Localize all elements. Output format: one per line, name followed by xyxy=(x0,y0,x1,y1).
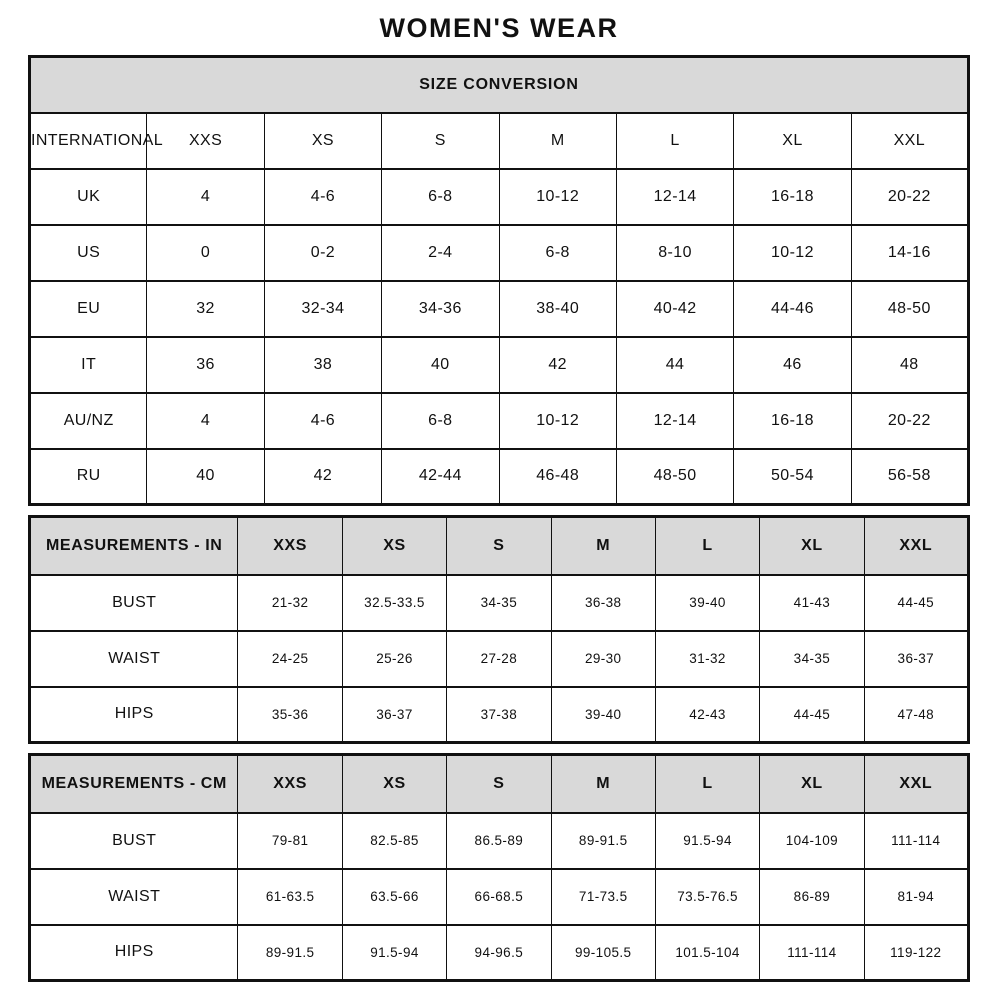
table-row xyxy=(30,393,969,449)
row-label: WAIST xyxy=(30,869,238,925)
data-cell: 81-94 xyxy=(864,869,968,925)
data-cell: 0-2 xyxy=(264,225,381,281)
row-label: EU xyxy=(30,281,147,337)
data-cell: 48 xyxy=(851,337,968,393)
data-cell: 39-40 xyxy=(655,575,759,631)
column-header: M xyxy=(499,113,616,169)
data-cell: 12-14 xyxy=(616,169,733,225)
table-row xyxy=(30,813,969,869)
data-cell: 36-37 xyxy=(864,631,968,687)
data-cell: 16-18 xyxy=(734,169,851,225)
data-cell: 111-114 xyxy=(760,925,864,981)
column-header: XL xyxy=(734,113,851,169)
row-label: UK xyxy=(30,169,147,225)
data-cell: 39-40 xyxy=(551,687,655,743)
data-cell: 111-114 xyxy=(864,813,968,869)
data-cell: 31-32 xyxy=(655,631,759,687)
row-label: BUST xyxy=(30,813,238,869)
header-row xyxy=(30,517,969,575)
page-title: WOMEN'S WEAR xyxy=(379,13,619,43)
table-row xyxy=(30,225,969,281)
data-cell: 42 xyxy=(499,337,616,393)
table-row xyxy=(30,337,969,393)
data-cell: 48-50 xyxy=(851,281,968,337)
column-header: M xyxy=(551,755,655,813)
column-header: XL xyxy=(760,517,864,575)
data-cell: 42 xyxy=(264,449,381,505)
data-cell: 82.5-85 xyxy=(342,813,446,869)
column-header: XS xyxy=(342,517,446,575)
data-cell: 46 xyxy=(734,337,851,393)
column-header: XS xyxy=(342,755,446,813)
measurements-in-body xyxy=(30,517,969,743)
row-label: HIPS xyxy=(30,687,238,743)
column-header: XXS xyxy=(147,113,264,169)
data-cell: 20-22 xyxy=(851,393,968,449)
data-cell: 38-40 xyxy=(499,281,616,337)
data-cell: 36-38 xyxy=(551,575,655,631)
column-header: L xyxy=(616,113,733,169)
row-label: BUST xyxy=(30,575,238,631)
table-row xyxy=(30,869,969,925)
column-header: S xyxy=(382,113,499,169)
data-cell: 91.5-94 xyxy=(655,813,759,869)
data-cell: 35-36 xyxy=(238,687,342,743)
column-header: XL xyxy=(760,755,864,813)
data-cell: 94-96.5 xyxy=(447,925,551,981)
data-cell: 10-12 xyxy=(499,169,616,225)
data-cell: 2-4 xyxy=(382,225,499,281)
table-row xyxy=(30,925,969,981)
data-cell: 44 xyxy=(616,337,733,393)
data-cell: 47-48 xyxy=(864,687,968,743)
table-row xyxy=(30,631,969,687)
size-conversion-body xyxy=(30,57,969,505)
data-cell: 101.5-104 xyxy=(655,925,759,981)
data-cell: 89-91.5 xyxy=(238,925,342,981)
column-header: XXS xyxy=(238,517,342,575)
data-cell: 79-81 xyxy=(238,813,342,869)
data-cell: 12-14 xyxy=(616,393,733,449)
data-cell: 71-73.5 xyxy=(551,869,655,925)
data-cell: 10-12 xyxy=(734,225,851,281)
column-header: XXL xyxy=(864,755,968,813)
data-cell: 40-42 xyxy=(616,281,733,337)
data-cell: 21-32 xyxy=(238,575,342,631)
banner-row xyxy=(30,57,969,113)
data-cell: 42-43 xyxy=(655,687,759,743)
data-cell: 46-48 xyxy=(499,449,616,505)
data-cell: 34-35 xyxy=(760,631,864,687)
size-conversion-table xyxy=(28,55,970,506)
data-cell: 86-89 xyxy=(760,869,864,925)
data-cell: 44-46 xyxy=(734,281,851,337)
data-cell: 40 xyxy=(147,449,264,505)
column-header: XS xyxy=(264,113,381,169)
data-cell: 63.5-66 xyxy=(342,869,446,925)
row-label: IT xyxy=(30,337,147,393)
column-header: L xyxy=(655,517,759,575)
data-cell: 37-38 xyxy=(447,687,551,743)
data-cell: 91.5-94 xyxy=(342,925,446,981)
column-header: L xyxy=(655,755,759,813)
data-cell: 42-44 xyxy=(382,449,499,505)
measurements-in-table xyxy=(28,515,970,744)
row-label: AU/NZ xyxy=(30,393,147,449)
measurements-cm-table xyxy=(28,753,970,982)
data-cell: 20-22 xyxy=(851,169,968,225)
data-cell: 25-26 xyxy=(342,631,446,687)
data-cell: 104-109 xyxy=(760,813,864,869)
column-header: S xyxy=(447,517,551,575)
data-cell: 4-6 xyxy=(264,393,381,449)
data-cell: 6-8 xyxy=(499,225,616,281)
column-header: S xyxy=(447,755,551,813)
measurements-cm-body xyxy=(30,755,969,981)
data-cell: 32.5-33.5 xyxy=(342,575,446,631)
data-cell: 27-28 xyxy=(447,631,551,687)
data-cell: 48-50 xyxy=(616,449,733,505)
data-cell: 44-45 xyxy=(864,575,968,631)
corner-header: INTERNATIONAL xyxy=(30,113,147,169)
data-cell: 61-63.5 xyxy=(238,869,342,925)
data-cell: 86.5-89 xyxy=(447,813,551,869)
data-cell: 32-34 xyxy=(264,281,381,337)
data-cell: 66-68.5 xyxy=(447,869,551,925)
data-cell: 14-16 xyxy=(851,225,968,281)
data-cell: 6-8 xyxy=(382,169,499,225)
data-cell: 4 xyxy=(147,169,264,225)
row-label: WAIST xyxy=(30,631,238,687)
row-label: RU xyxy=(30,449,147,505)
table-row xyxy=(30,575,969,631)
table-row xyxy=(30,449,969,505)
header-row xyxy=(30,755,969,813)
data-cell: 0 xyxy=(147,225,264,281)
table-row xyxy=(30,687,969,743)
data-cell: 24-25 xyxy=(238,631,342,687)
data-cell: 119-122 xyxy=(864,925,968,981)
corner-header: MEASUREMENTS - CM xyxy=(30,755,238,813)
data-cell: 99-105.5 xyxy=(551,925,655,981)
data-cell: 16-18 xyxy=(734,393,851,449)
row-label: HIPS xyxy=(30,925,238,981)
data-cell: 4 xyxy=(147,393,264,449)
data-cell: 8-10 xyxy=(616,225,733,281)
data-cell: 4-6 xyxy=(264,169,381,225)
column-header: XXS xyxy=(238,755,342,813)
data-cell: 41-43 xyxy=(760,575,864,631)
data-cell: 40 xyxy=(382,337,499,393)
table-row xyxy=(30,281,969,337)
table-banner: SIZE CONVERSION xyxy=(30,57,969,113)
data-cell: 29-30 xyxy=(551,631,655,687)
data-cell: 10-12 xyxy=(499,393,616,449)
data-cell: 36-37 xyxy=(342,687,446,743)
column-header: XXL xyxy=(851,113,968,169)
data-cell: 6-8 xyxy=(382,393,499,449)
data-cell: 34-36 xyxy=(382,281,499,337)
corner-header: MEASUREMENTS - IN xyxy=(30,517,238,575)
column-header: M xyxy=(551,517,655,575)
data-cell: 38 xyxy=(264,337,381,393)
data-cell: 36 xyxy=(147,337,264,393)
table-row xyxy=(30,169,969,225)
data-cell: 56-58 xyxy=(851,449,968,505)
column-header: XXL xyxy=(864,517,968,575)
data-cell: 32 xyxy=(147,281,264,337)
data-cell: 89-91.5 xyxy=(551,813,655,869)
data-cell: 44-45 xyxy=(760,687,864,743)
data-cell: 50-54 xyxy=(734,449,851,505)
header-row xyxy=(30,113,969,169)
data-cell: 34-35 xyxy=(447,575,551,631)
row-label: US xyxy=(30,225,147,281)
data-cell: 73.5-76.5 xyxy=(655,869,759,925)
